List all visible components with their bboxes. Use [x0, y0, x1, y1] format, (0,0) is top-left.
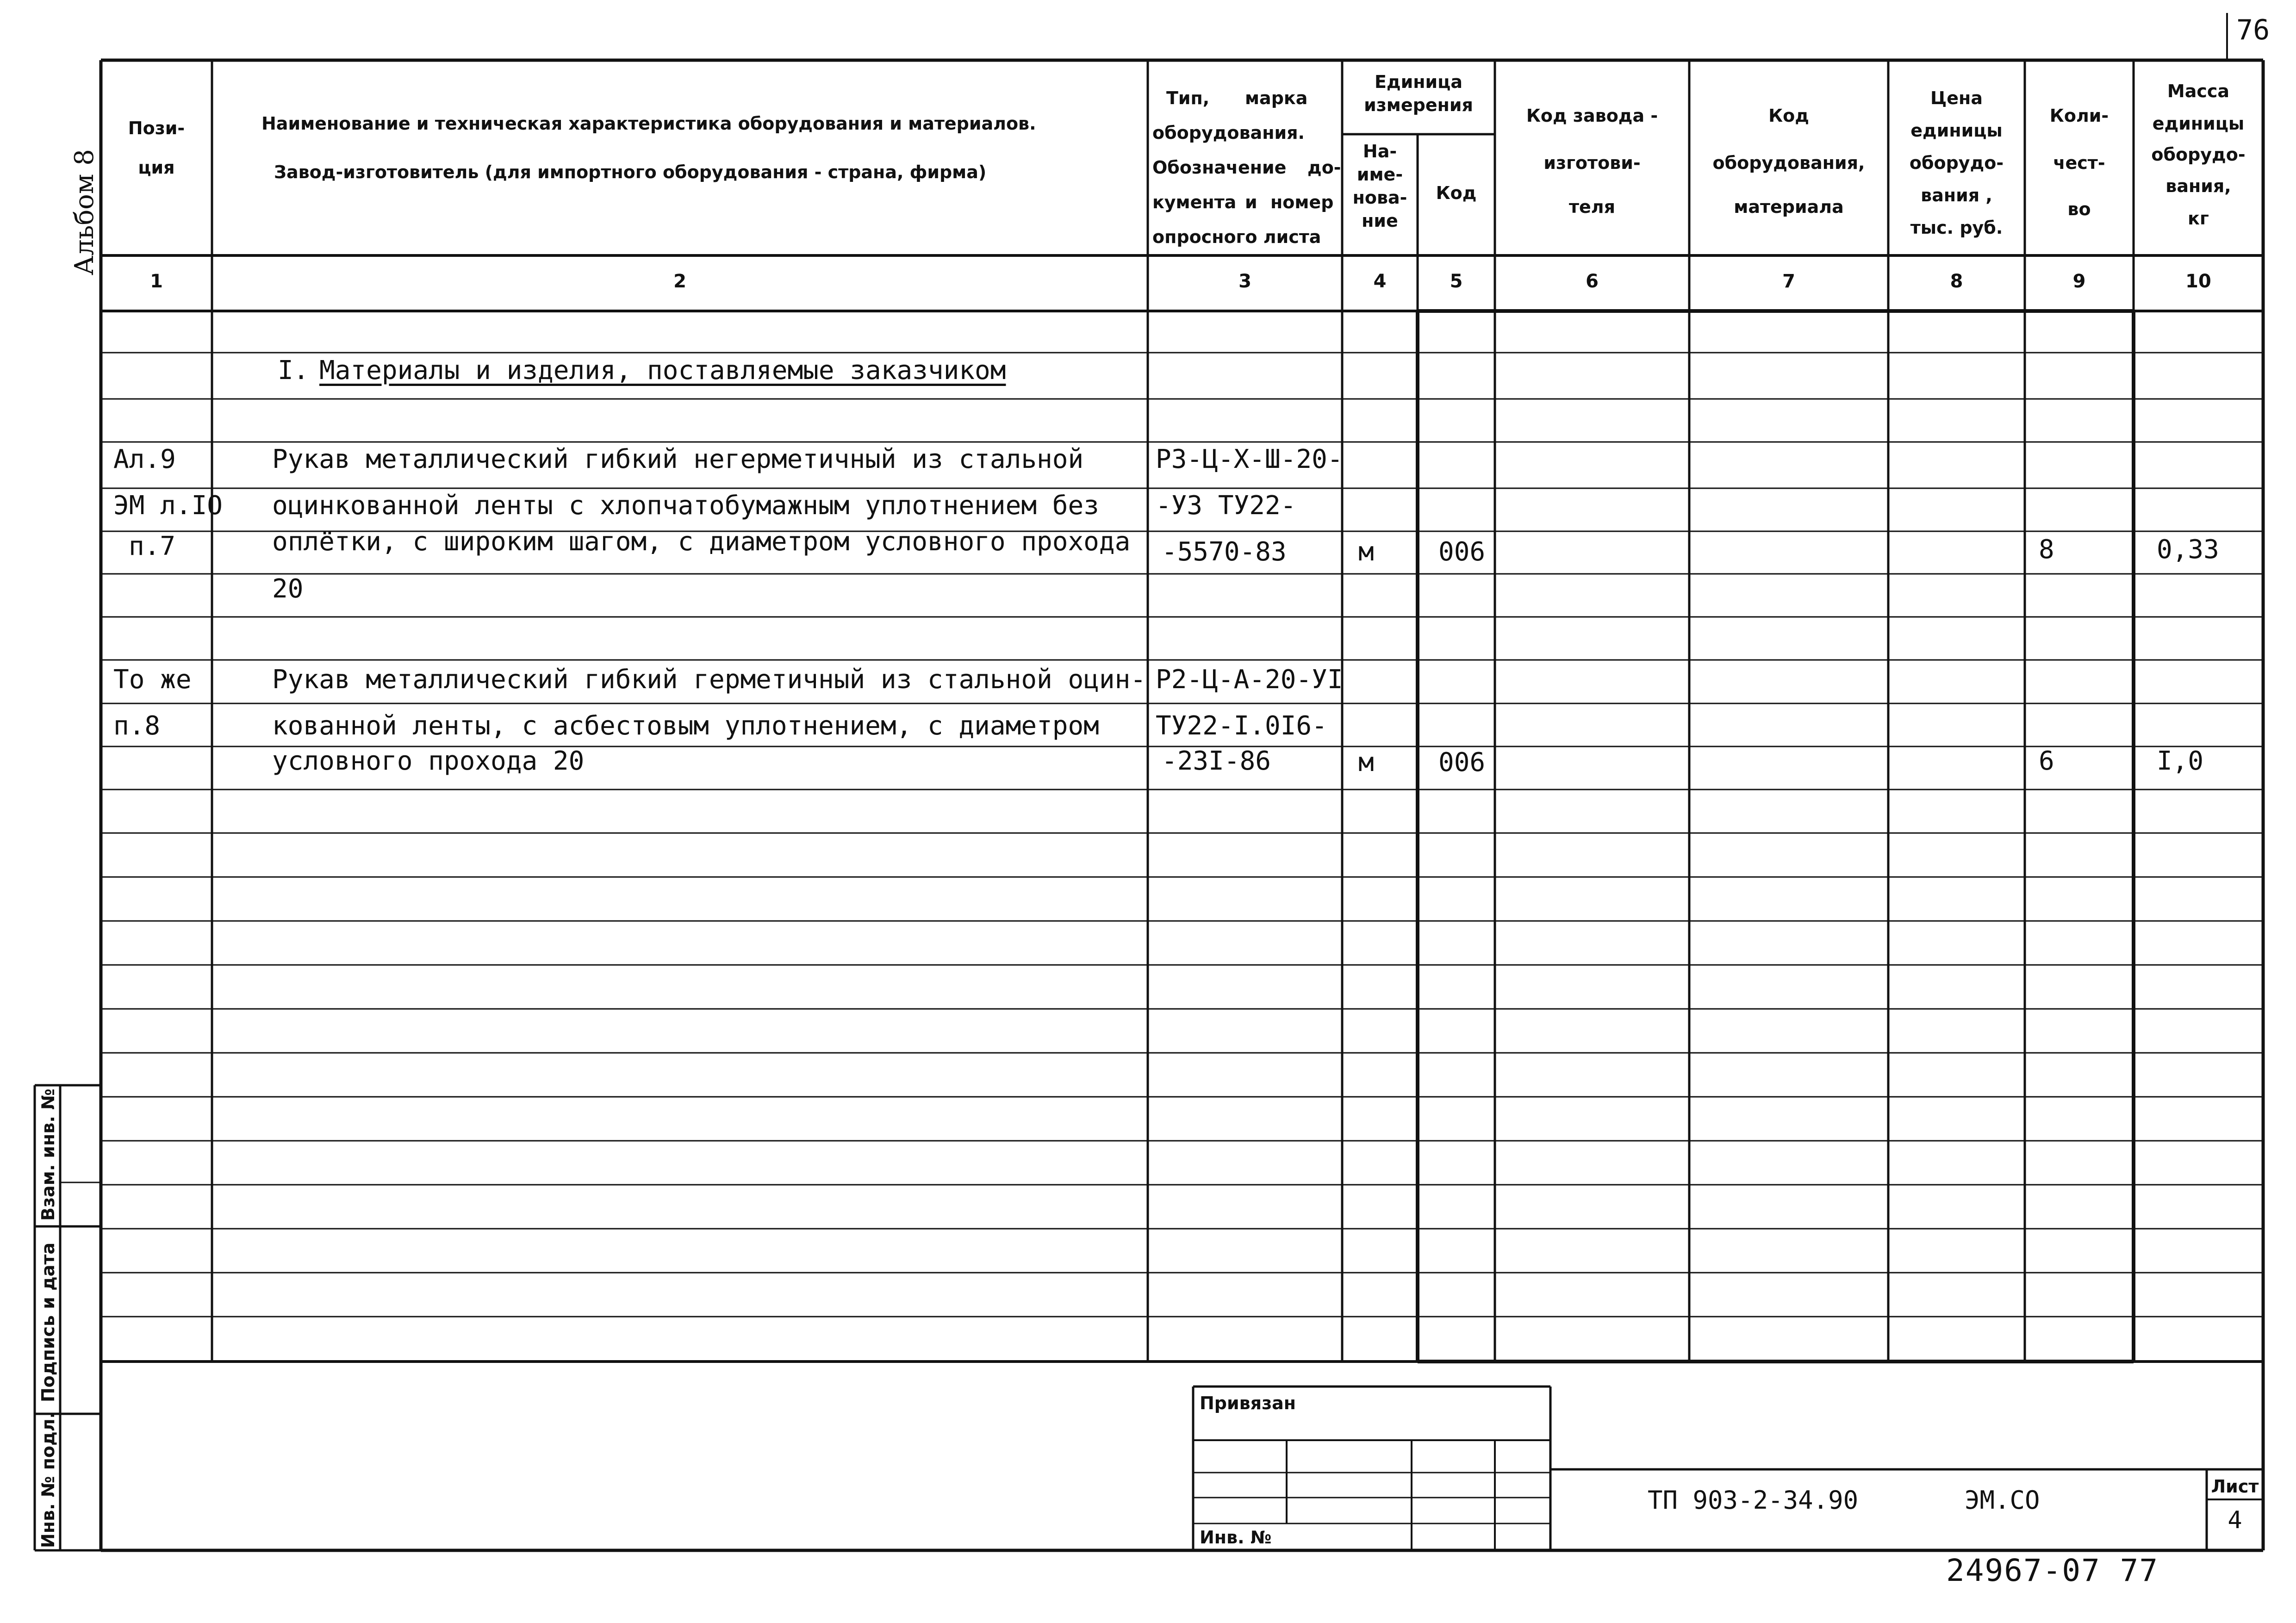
header-unit-group-l1: Единица	[1375, 72, 1462, 92]
stamp-privyazan: Привязан	[1200, 1393, 1296, 1413]
doc-mark: ЭМ.СО	[1965, 1486, 2040, 1515]
header-col10-l1: Масса	[2167, 81, 2230, 101]
header-col3-w5: кумента	[1152, 192, 1237, 212]
header-col8-l1: Цена	[1930, 88, 1983, 108]
col-number-9: 9	[2072, 271, 2086, 292]
col-number-5: 5	[1450, 271, 1463, 292]
side-podpis-data: Подпись и дата	[38, 1242, 58, 1402]
header-col7-l3: материала	[1734, 197, 1844, 217]
header-col6-l3: теля	[1568, 197, 1616, 217]
header-col4-l2: име-	[1356, 164, 1403, 185]
header-col3-l2: оборудования.	[1152, 123, 1305, 143]
header-col9-l2: чест-	[2053, 153, 2105, 173]
header-unit-group-l2: измерения	[1364, 95, 1473, 115]
header-col6-l2: изготови-	[1543, 153, 1641, 173]
header-col3-w1: Тип,	[1166, 88, 1210, 108]
header-col3-w3: Обозначение	[1152, 157, 1287, 178]
header-col3-w2: марка	[1245, 88, 1308, 108]
row6-name: кованной ленты, с асбестовым уплотнением, с диаметром	[272, 711, 1099, 741]
row1-position: Ал.9	[113, 444, 176, 474]
row3-code: 006	[1438, 537, 1486, 567]
header-col5: Код	[1436, 183, 1477, 203]
col-number-1: 1	[150, 271, 163, 292]
col-number-10: 10	[2185, 271, 2211, 292]
header-col2-l1: Наименование и техническая характеристика оборудования и материалов.	[261, 113, 1036, 134]
side-inv-podl: Инв. № подл.	[38, 1412, 58, 1548]
sheet-top-number: 76	[2236, 14, 2270, 46]
row7-code: 006	[1438, 747, 1486, 777]
header-col7-l2: оборудования,	[1712, 153, 1865, 173]
row2-position: ЭМ л.IO	[113, 491, 223, 521]
header-col2-l2: Завод-изготовитель (для импортного оборудования - страна, фирма)	[274, 162, 987, 182]
section-title: Материалы и изделия, поставляемые заказчиком	[319, 355, 1006, 386]
row7-name: условного прохода 20	[272, 746, 585, 776]
list-label: Лист	[2211, 1476, 2259, 1497]
col-number-3: 3	[1238, 271, 1251, 292]
header-col4-l1: На-	[1363, 141, 1397, 162]
header-col9-l3: во	[2067, 199, 2091, 219]
header-col8-l5: тыс. руб.	[1910, 218, 2003, 238]
row5-type: Р2-Ц-А-20-УI	[1156, 665, 1343, 695]
row1-name: Рукав металлический гибкий негерметичный из стальной	[272, 444, 1084, 474]
row6-position: п.8	[113, 711, 161, 741]
row6-type: ТУ22-I.0I6-	[1156, 711, 1327, 741]
col-number-6: 6	[1586, 271, 1599, 292]
row2-type: -УЗ ТУ22-	[1156, 491, 1296, 521]
header-col10-l4: вания,	[2165, 176, 2231, 196]
row7-mass: I,0	[2157, 746, 2204, 776]
side-vzam-inv: Взам. инв. №	[38, 1088, 58, 1221]
col-number-2: 2	[673, 271, 686, 292]
header-col10-l3: оборудо-	[2151, 144, 2246, 165]
row7-unit: м	[1358, 747, 1374, 777]
row7-quantity: 6	[2039, 746, 2054, 776]
stamp-inv-no: Инв. №	[1200, 1527, 1272, 1548]
album-label: Альбом 8	[69, 149, 100, 275]
header-col8-l4: вания ,	[1921, 185, 1992, 205]
row3-unit: м	[1358, 537, 1374, 567]
header-col1-l2: ция	[138, 157, 175, 178]
col-number-4: 4	[1373, 271, 1387, 292]
header-col8-l2: единицы	[1910, 120, 2003, 141]
row2-name: оцинкованной ленты с хлопчатобумажным уплотнением без	[272, 491, 1099, 521]
header-col3-l5: опросного листа	[1152, 227, 1321, 247]
section-number: I.	[278, 355, 309, 386]
header-col1-l1: Пози-	[128, 118, 185, 138]
header-col3-w7: номер	[1270, 192, 1334, 212]
row1-type: РЗ-Ц-Х-Ш-20-	[1156, 444, 1343, 474]
header-col10-l2: единицы	[2152, 113, 2245, 134]
list-number: 4	[2228, 1506, 2242, 1534]
row3-mass: 0,33	[2157, 535, 2219, 565]
header-col10-l5: кг	[2188, 208, 2209, 229]
header-col3-w4: до-	[1307, 157, 1341, 178]
header-col3-w6: и	[1245, 192, 1257, 212]
header-col7-l1: Код	[1768, 106, 1809, 126]
row3-name: оплётки, с широким шагом, с диаметром условного прохода	[272, 527, 1131, 557]
row3-type: -5570-83	[1162, 537, 1287, 567]
doc-code: ТП 903-2-34.90	[1648, 1486, 1859, 1515]
row4-name: 20	[272, 574, 304, 604]
header-col4-l3: нова-	[1352, 187, 1407, 208]
col-number-8: 8	[1950, 271, 1963, 292]
row3-quantity: 8	[2039, 535, 2054, 565]
header-col8-l3: оборудо-	[1909, 153, 2004, 173]
header-col9-l1: Коли-	[2049, 106, 2109, 126]
header-col4-l4: ние	[1362, 211, 1398, 231]
archive-number: 24967-07 77	[1946, 1553, 2159, 1588]
header-col6-l1: Код завода -	[1526, 106, 1658, 126]
row5-position: То же	[113, 665, 192, 695]
row7-type: -23I-86	[1162, 746, 1271, 776]
row3-position: п.7	[129, 531, 176, 561]
col-number-7: 7	[1782, 271, 1795, 292]
row5-name: Рукав металлический гибкий герметичный из стальной оцин-	[272, 665, 1146, 695]
